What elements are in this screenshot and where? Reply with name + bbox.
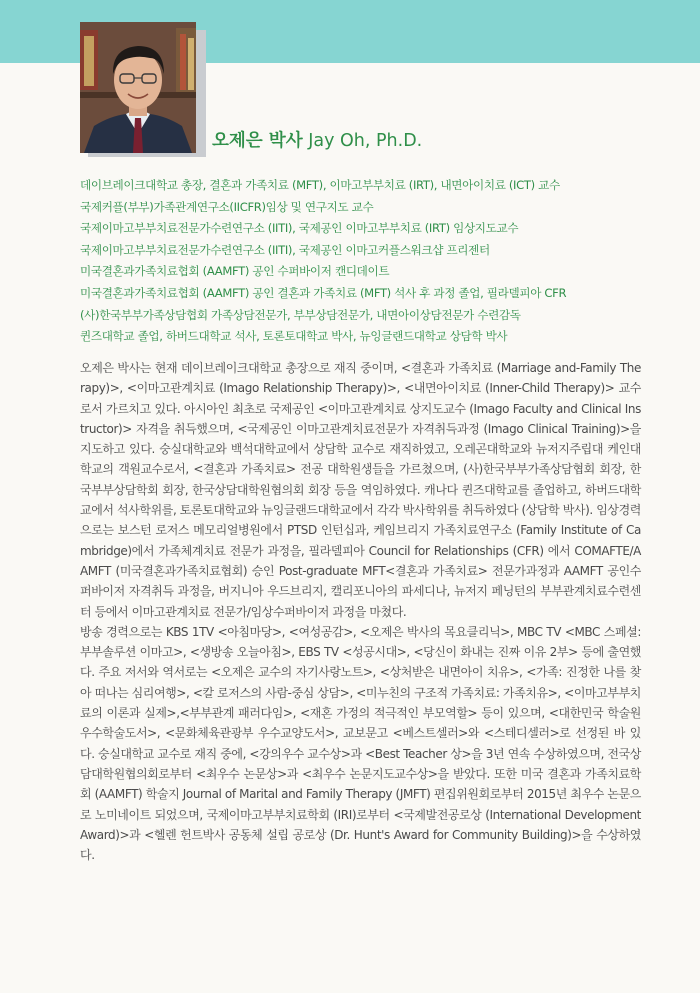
bio-paragraph-media: 방송 경력으로는 KBS 1TV <아침마당>, <여성공감>, <오제은 박사의 목요클리닉>, MBC TV <MBC 스페셜: 부부솔루션 이마고>, <생방송 오늘아침>, EBS TV <성공시대>, <당신이 화내는 진짜 이유 2부> 등에 출연했다. 주요 저서와 역서로는 <오제은 교수의 자기사랑노트>, <상처받은 내면아이 치유>, <가족: 진정한 나를 찾아 떠나는 심리여행>, <칼 로저스의 사람-중심 상담>, <미누친의 구조적 가족치료: 가족치유>, <이마고부부치료의 이론과 실제>,<부부관계 패러다임>, <재혼 가정의 적극적인 부모역할> 등이 있으며, <대한민국 학술원 우수학술도서>, <문화체육관광부 우수교양도서>, 교보문고 <베스트셀러>와 <스테디셀러>로 선정된 바 있다. 숭실대학교 교수로 재직 중에, <강의우수 교수상>과 <Best Teacher 상>을 3년 연속 수상하였으며, 전국상담대학원협의회로부터 <최우수 논문상>과 <최우수 논문지도교수상>을 받았다. 또한 미국 결혼과 가족치료학회 (AAMFT) 학술지 Journal of Marital and Family Therapy (JMFT) 편집위원회로부터 2015년 최우수 논문으로 노미네이트 되었으며, 국제이마고부부치료학회 (IRI)로부터 <국제발전공로상 (International Development Award)>과 <헬렌 헌트박사 공동체 설립 공로상 (Dr. Hunt's Award for Community Building)>을 수상하였다. [80, 624, 641, 863]
portrait-photo [80, 22, 196, 153]
credential-item: 미국결혼과가족치료협회 (AAMFT) 공인 수퍼바이저 캔디데이트 [80, 264, 390, 279]
name-korean: 오제은 박사 [212, 131, 303, 151]
bio-paragraph-career: 오제은 박사는 현재 데이브레이크대학교 총장으로 재직 중이며, <결혼과 가족치료 (Marriage and-Family Therapy)>, <이마고관계치료 (Imago Relationship Therapy)>, <내면아이치료 (Inner-Child Therapy)> 교수로서 가르치고 있다. 아시아인 최초로 국제공인 <이마고관계치료 상지도교수 (Imago Faculty and Clinical Instructor)> 자격을 취득했으며, <국제공인 이마고관계치료전문가 자격취득과정 (Imago Clinical Training)>을 지도하고 있다. 숭실대학교와 백석대학교에서 상담학 교수로 재직하였고, 오레곤대학교와 뉴저지주립대 케인대학교의 객원교수로서, <결혼과 가족치료> 전공 대학원생들을 가르쳤으며, (사)한국부부가족상담협회 회장, 한국부부상담학회 회장, 한국상담대학원협의회 회장 등을 역임하였다. 캐나다 퀸즈대학교를 졸업하고, 하버드대학교에서 석사학위를, 토론토대학교와 뉴잉글랜드대학교에서 각각 박사학위를 취득하였다 (상담학 박사). 임상경력으로는 보스턴 로저스 메모리얼병원에서 PTSD 인턴십과, 케임브리지 가족치료연구소 (Family Institute of Cambridge)에서 가족체계치료 전문가 과정을, 필라델피아 Council for Relationships (CFR) 에서 COMAFTE/AAMFT (미국결혼과가족치료협회) 승인 Post-graduate MFT<결혼과 가족치료> 전문가과정과 AAMFT 공인수퍼바이저 자격취득 과정을, 버지니아 우드브리지, 캘리포니아의 파세디나, 뉴저지 페닝턴의 부부관계치료수련센터 등에서 이마고관계치료 전문가/임상수퍼바이저 과정을 마쳤다. [80, 361, 641, 619]
credential-item: 국제이마고부부치료전문가수련연구소 (IITI), 국제공인 이마고커플스워크샵 프리젠터 [80, 242, 490, 257]
credential-item: 국제커플(부부)가족관계연구소(IICFR)임상 및 연구지도 교수 [80, 199, 374, 214]
credential-item: (사)한국부부가족상담협회 가족상담전문가, 부부상담전문가, 내면아이상담전문가 수련감독 [80, 307, 521, 322]
name-english: Jay Oh, Ph.D. [308, 131, 423, 151]
portrait-illustration [80, 22, 196, 153]
credential-item: 데이브레이크대학교 총장, 결혼과 가족치료 (MFT), 이마고부부치료 (IRT), 내면아이치료 (ICT) 교수 [80, 178, 560, 192]
biography [80, 358, 641, 865]
credential-item: 국제이마고부부치료전문가수련연구소 (IITI), 국제공인 이마고부부치료 (IRT) 임상지도교수 [80, 221, 519, 236]
credential-item: 퀸즈대학교 졸업, 하버드대학교 석사, 토론토대학교 박사, 뉴잉글랜드대학교 상담학 박사 [80, 329, 508, 344]
credential-item: 미국결혼과가족치료협회 (AAMFT) 공인 결혼과 가족치료 (MFT) 석사 후 과정 졸업, 필라델피아 CFR [80, 285, 567, 300]
profile-name [212, 127, 422, 152]
credentials-list [80, 175, 680, 348]
